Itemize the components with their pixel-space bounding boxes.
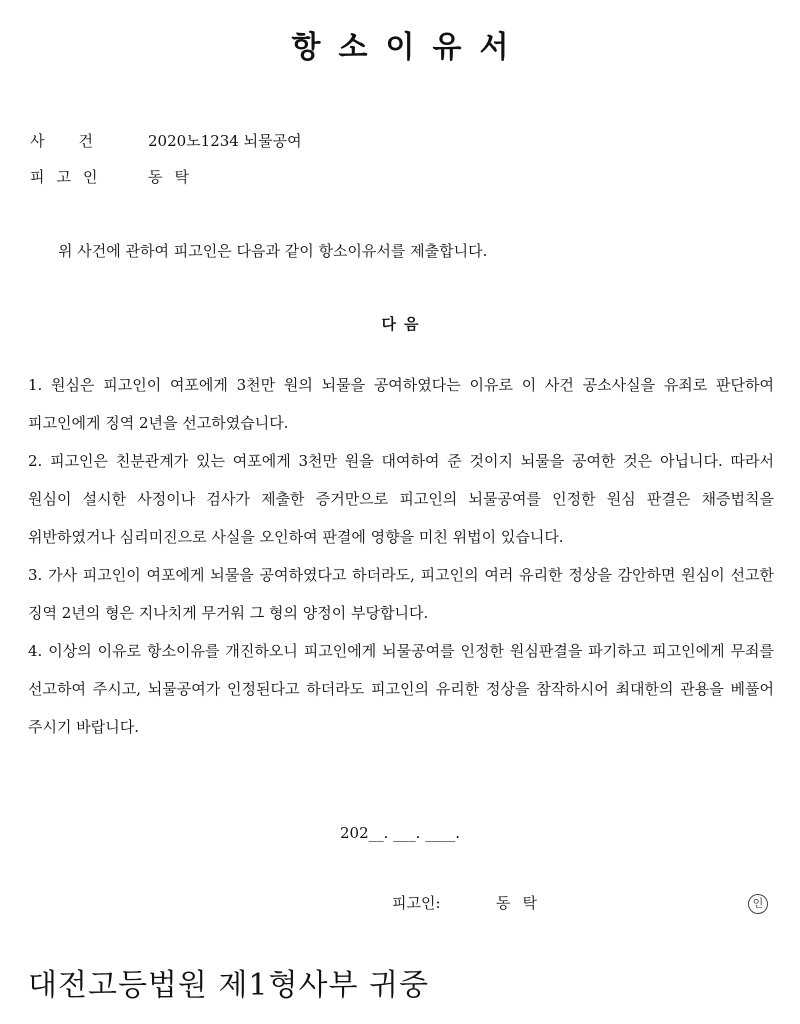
signature-line	[392, 890, 549, 916]
defendant-row	[30, 164, 201, 190]
court-addressee: 대전고등법원 제1형사부 귀중	[28, 968, 429, 1003]
defendant-name-value: 동탁	[148, 168, 201, 186]
seal-mark-icon: 인	[748, 894, 768, 914]
intro-sentence: 위 사건에 관하여 피고인은 다음과 같이 항소이유서를 제출합니다.	[58, 242, 488, 260]
ground-paragraph-2: 2. 피고인은 친분관계가 있는 여포에게 3천만 원을 대여하여 준 것이지 뇌물을 공여한 것은 아닙니다. 따라서 원심이 설시한 사정이나 검사가 제출한 증거만으로 피고인의 뇌물공여를 인정한 원심 판결은 채증법칙을 위반하였거나 심리미진으로 사실을 오인하여 판결에 영향을 미친 위법이 있습니다.	[28, 452, 774, 546]
case-label: 사건	[30, 132, 127, 150]
ground-paragraph-1: 1. 원심은 피고인이 여포에게 3천만 원의 뇌물을 공여하였다는 이유로 이 사건 공소사실을 유죄로 판단하여 피고인에게 징역 2년을 선고하였습니다.	[28, 376, 774, 432]
signature-label: 피고인:	[392, 894, 441, 912]
filing-date: 202__. ___. ____.	[340, 824, 460, 842]
section-heading: 다음	[381, 315, 427, 333]
case-row	[30, 128, 302, 154]
ground-paragraph-4: 4. 이상의 이유로 항소이유를 개진하오니 피고인에게 뇌물공여를 인정한 원심판결을 파기하고 피고인에게 무죄를 선고하여 주시고, 뇌물공여가 인정된다고 하더라도 피고인의 유리한 정상을 참작하시어 최대한의 관용을 베풀어 주시기 바랍니다.	[28, 642, 774, 736]
document-title: 항소이유서	[291, 30, 527, 65]
ground-paragraph-3: 3. 가사 피고인이 여포에게 뇌물을 공여하였다고 하더라도, 피고인의 여러 유리한 정상을 감안하면 원심이 선고한 징역 2년의 형은 지나치게 무거워 그 형의 양정이 부당합니다.	[28, 566, 774, 622]
grounds-body	[28, 366, 774, 746]
case-number-value: 2020노1234 뇌물공여	[148, 132, 302, 150]
defendant-label: 피고인	[30, 168, 110, 186]
signature-name: 동탁	[496, 894, 549, 912]
